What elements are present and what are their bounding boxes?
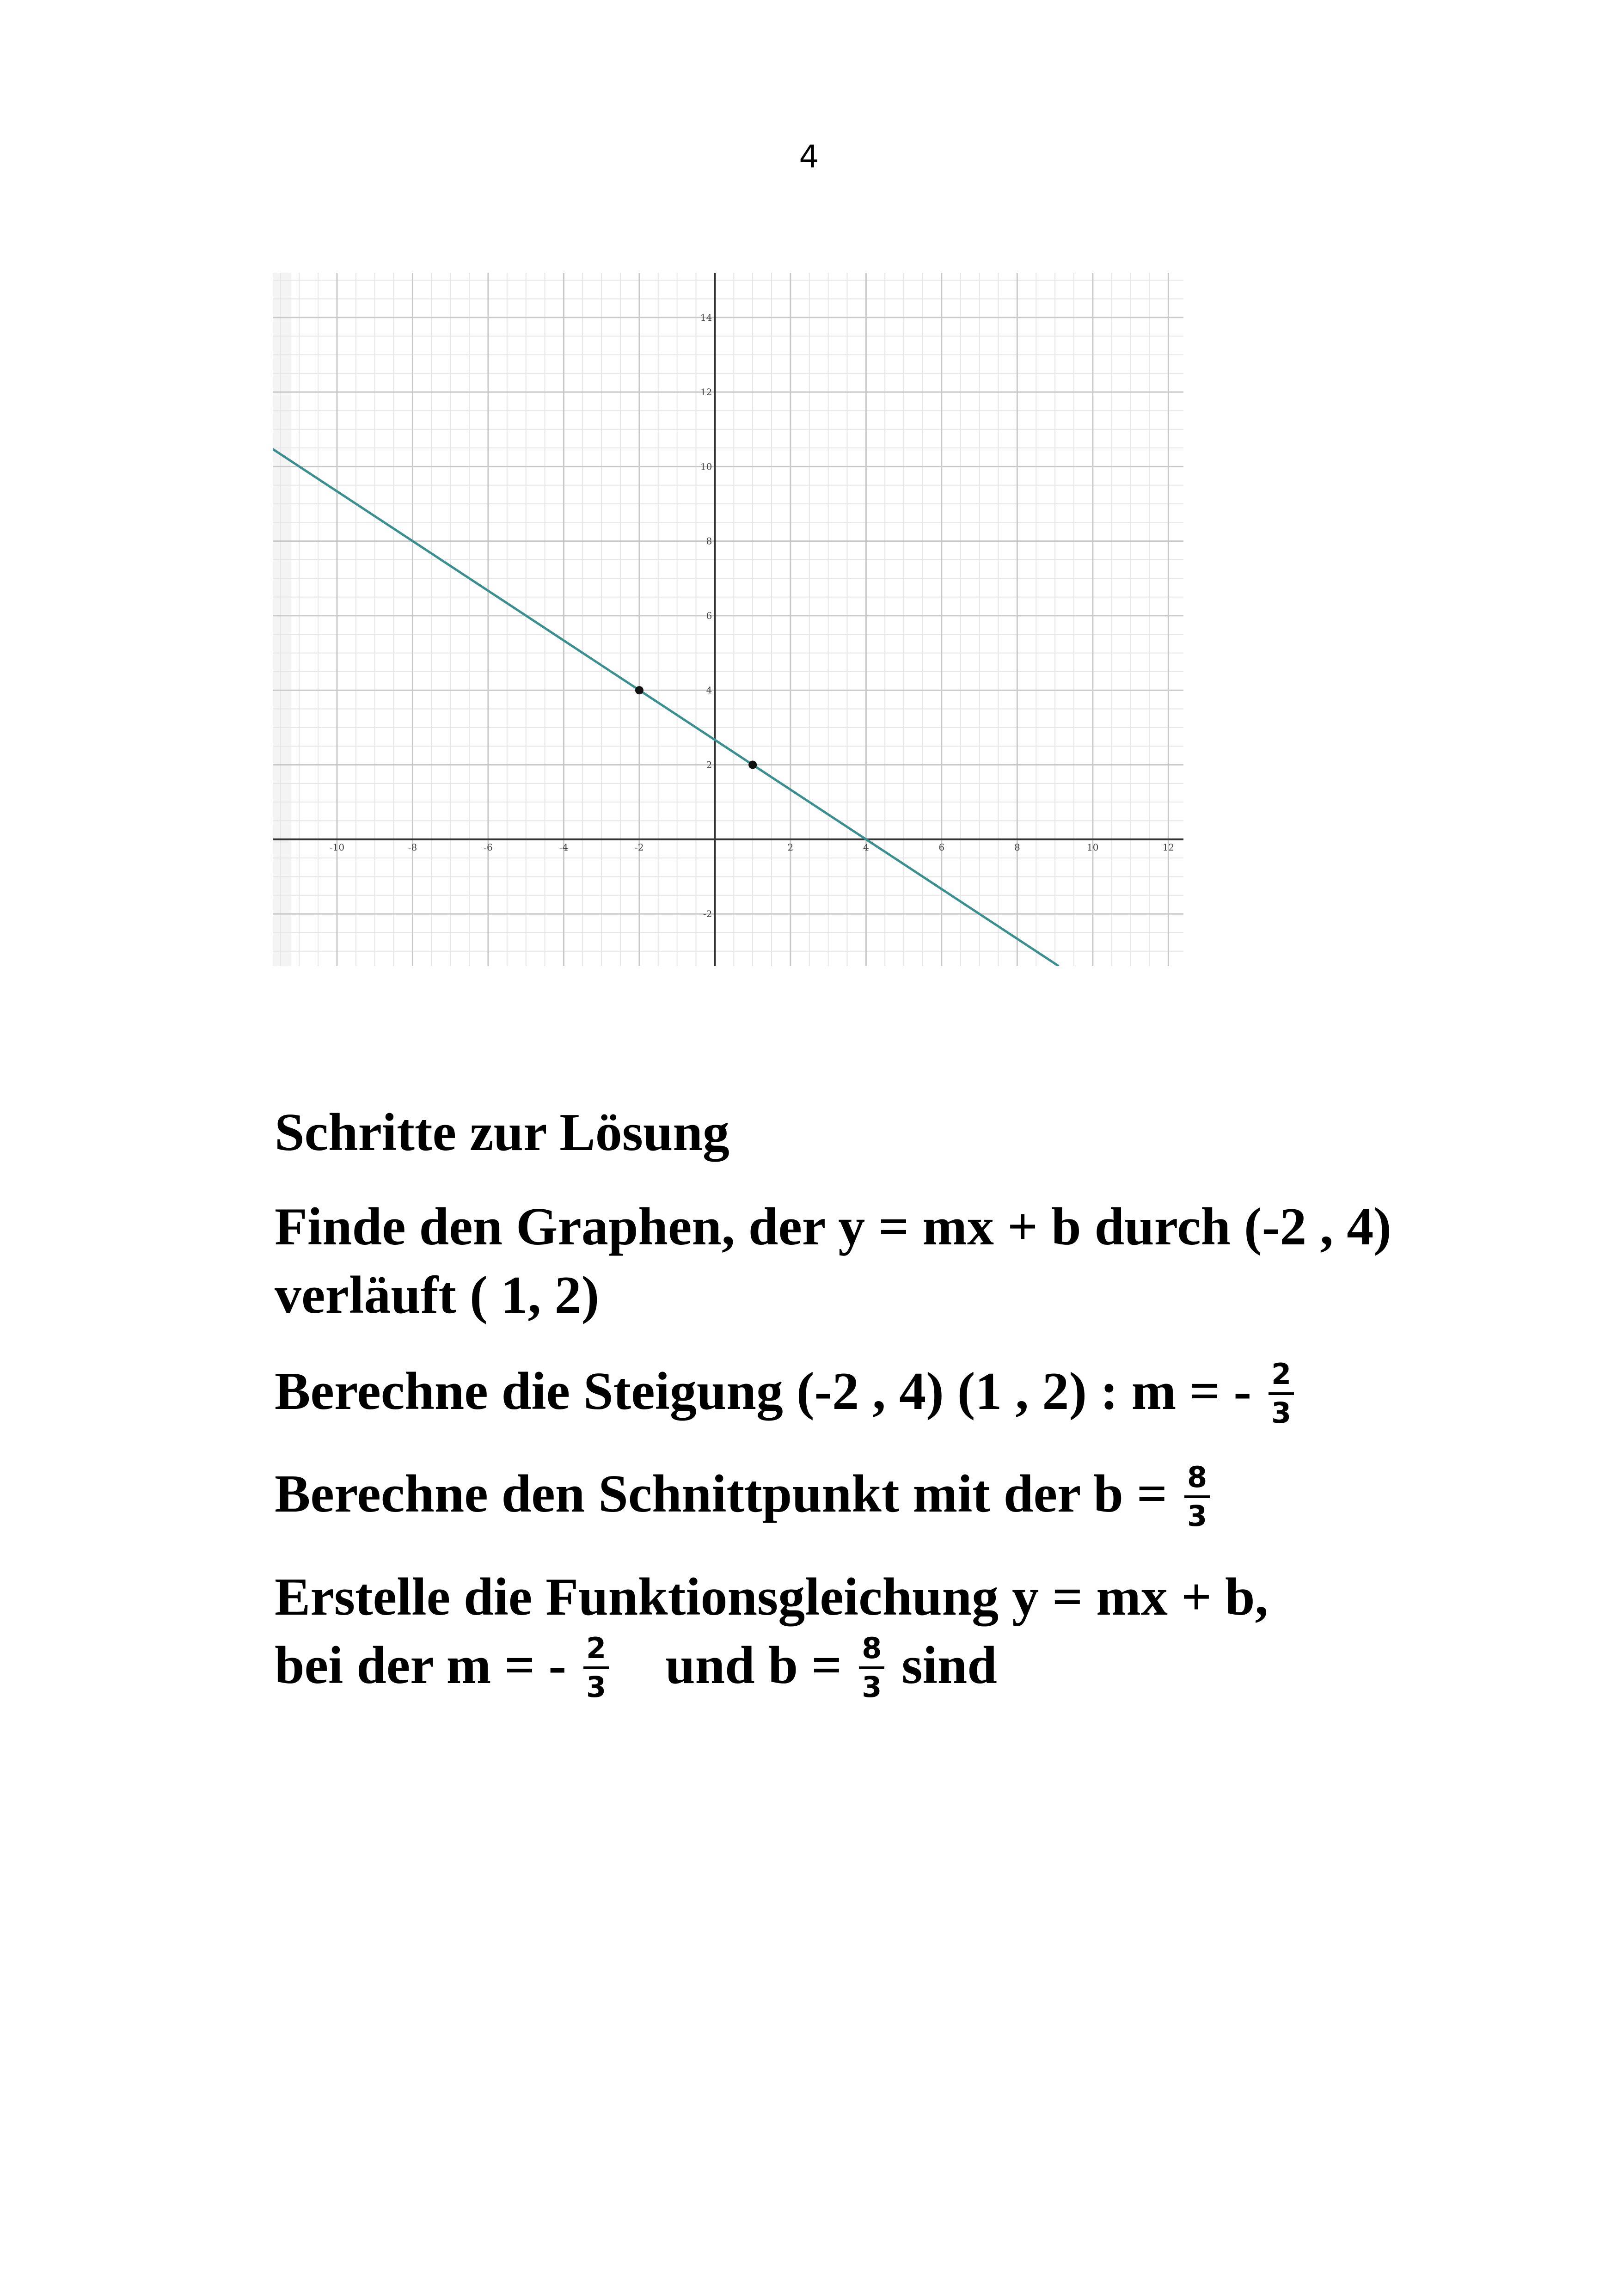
y-tick-label: 10	[700, 461, 712, 472]
function-line	[273, 449, 1059, 966]
step-equation	[275, 1563, 1477, 1706]
step-find-graph	[275, 1193, 1477, 1329]
step-equation-post: sind	[901, 1635, 997, 1695]
step-intercept-text: Berechne den Schnittpunkt mit der b =	[275, 1464, 1167, 1524]
intercept-numerator: 8	[1184, 1461, 1210, 1498]
equation-b-denominator: 3	[862, 1670, 882, 1704]
equation-b-numerator: 8	[859, 1632, 884, 1669]
graph-svg	[273, 273, 1183, 966]
steps-heading: Schritte zur Lösung	[275, 1103, 729, 1162]
step-slope-text: Berechne die Steigung (-2 , 4) (1 , 2) : m = -	[275, 1362, 1251, 1421]
x-tick-label: -2	[635, 841, 644, 853]
step-intercept	[275, 1460, 1477, 1535]
x-tick-label: 8	[1014, 841, 1020, 853]
x-tick-label: -10	[329, 841, 345, 853]
x-tick-label: 2	[787, 841, 794, 853]
slope-numerator: 2	[1269, 1358, 1294, 1395]
step-slope	[275, 1357, 1477, 1432]
x-tick-label: -4	[559, 841, 569, 853]
y-tick-label: 2	[706, 759, 712, 771]
step-equation-mid: und b =	[665, 1635, 842, 1695]
equation-m-fraction	[583, 1632, 609, 1703]
x-tick-label: 6	[938, 841, 945, 853]
y-tick-label: 8	[706, 535, 712, 547]
solution-steps	[275, 1100, 1477, 1734]
equation-m-numerator: 2	[583, 1632, 609, 1669]
step-equation-pre: bei der m = -	[275, 1635, 566, 1695]
step-equation-line1: Erstelle die Funktionsgleichung y = mx + b,	[275, 1567, 1269, 1627]
equation-b-fraction	[859, 1632, 884, 1703]
step-equation-line2	[275, 1631, 1477, 1706]
y-tick-label: -2	[703, 908, 712, 920]
intercept-fraction	[1184, 1461, 1210, 1532]
function-graph	[273, 273, 1183, 966]
slope-fraction	[1269, 1358, 1294, 1429]
y-tick-label: 4	[706, 685, 712, 696]
y-tick-label: 6	[706, 610, 712, 621]
y-tick-label: 12	[700, 386, 712, 398]
x-tick-label: 12	[1162, 841, 1175, 853]
slope-denominator: 3	[1271, 1396, 1292, 1430]
intercept-denominator: 3	[1187, 1499, 1207, 1533]
equation-m-denominator: 3	[586, 1670, 607, 1704]
page-number: 4	[799, 139, 819, 175]
x-tick-label: -6	[484, 841, 493, 853]
x-tick-label: 10	[1087, 841, 1099, 853]
graph-left-margin	[273, 273, 291, 966]
step-find-graph-text: Finde den Graphen, der y = mx + b durch (-2 , 4) verläuft ( 1, 2)	[275, 1197, 1391, 1325]
x-tick-label: 4	[863, 841, 869, 853]
x-tick-label: -8	[408, 841, 417, 853]
y-tick-label: 14	[700, 312, 712, 323]
point-marker	[748, 761, 757, 769]
point-marker	[635, 686, 644, 694]
